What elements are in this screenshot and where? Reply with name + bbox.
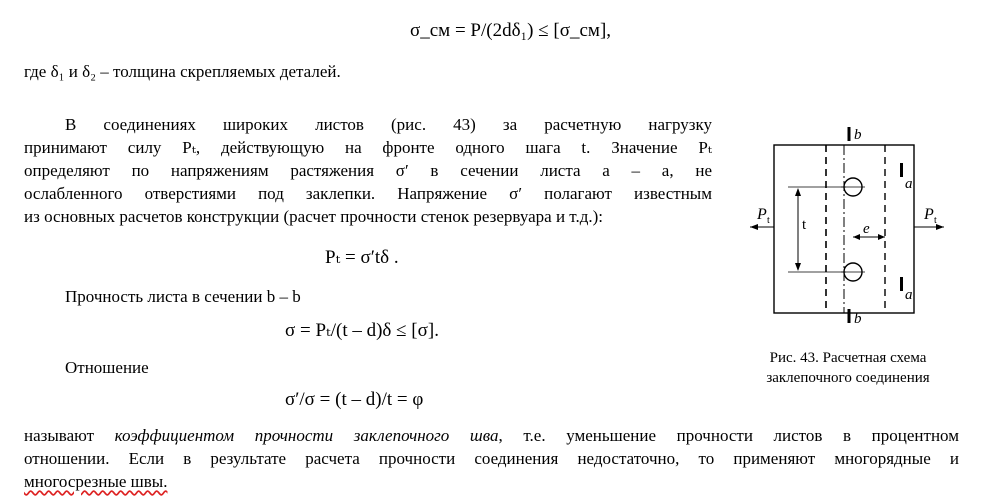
figure-caption-line-2: заклепочного соединения bbox=[766, 370, 930, 386]
section-label-a-bottom: a bbox=[905, 287, 913, 303]
figure-caption-line-1: Рис. 43. Расчетная схема bbox=[769, 350, 927, 366]
force-label-left-subscript: t bbox=[767, 215, 770, 226]
conclusion-line-1 bbox=[24, 424, 959, 447]
definition-text: где δ₁ и δ₂ – толщина скрепляемых деталей. bbox=[24, 62, 341, 81]
section-mark-b-top bbox=[848, 127, 851, 141]
strength-line bbox=[65, 287, 301, 307]
italic-term: коэффициентом прочности заклепочного шва bbox=[114, 426, 499, 445]
paragraph-line: принимают силу Pₜ, действующую на фронте одного шага t. Значение Pₜ bbox=[24, 138, 712, 157]
formula-efficiency-text: σ′/σ = (t – d)/t = φ bbox=[285, 389, 424, 410]
section-mark-a-bottom bbox=[900, 277, 903, 291]
formula-sheet-strength-text: σ = Pₜ/(t – d)δ ≤ [σ]. bbox=[285, 320, 439, 341]
figure-caption bbox=[738, 348, 958, 388]
paragraph-line: из основных расчетов конструкции (расчет прочности стенок резервуара и т.д.): bbox=[24, 207, 603, 226]
conclusion-line-2: отношении. Если в результате расчета прочности соединения недостаточно, то применяют многорядные и bbox=[24, 449, 959, 468]
conclusion-line-3 bbox=[24, 470, 959, 493]
pitch-arrow-top bbox=[795, 188, 801, 196]
strength-text: Прочность листа в сечении b – b bbox=[65, 287, 301, 306]
force-label-right-subscript: t bbox=[934, 215, 937, 226]
formula-load bbox=[325, 247, 399, 270]
edge-distance-label: e bbox=[863, 221, 870, 237]
force-label-left: P bbox=[757, 206, 767, 223]
force-label-right: P bbox=[924, 206, 934, 223]
formula-load-text: Pₜ = σ′tδ . bbox=[325, 247, 399, 268]
rivet-joint-figure bbox=[748, 125, 948, 325]
paragraph-line: определяют по напряжениям растяжения σ′ в сечении листа a – a, не bbox=[24, 161, 712, 180]
definition-line bbox=[24, 62, 341, 82]
formula-bearing-stress bbox=[410, 20, 611, 43]
section-label-a-top: a bbox=[905, 176, 913, 192]
spellcheck-underlined-word: многосрезные швы. bbox=[24, 472, 168, 491]
section-mark-b-bottom bbox=[848, 309, 851, 323]
ratio-line bbox=[65, 358, 149, 378]
section-label-b-bottom: b bbox=[854, 311, 862, 325]
ratio-text: Отношение bbox=[65, 358, 149, 377]
paragraph-line: ослабленного отверстиями под заклепки. Напряжение σ′ полагают известным bbox=[24, 184, 712, 203]
edge-arrow-right bbox=[878, 234, 885, 240]
force-arrow-right-head bbox=[936, 224, 944, 230]
paragraph-conclusion bbox=[24, 424, 959, 493]
pitch-label: t bbox=[802, 217, 807, 233]
formula-sheet-strength bbox=[285, 320, 439, 343]
paragraph-line: В соединениях широких листов (рис. 43) за расчетную нагрузку bbox=[65, 115, 712, 134]
formula-efficiency bbox=[285, 389, 423, 412]
formula-bearing-stress-text: σ_см = P/(2dδ₁) ≤ [σ_см], bbox=[410, 20, 612, 41]
paragraph-wide-sheets bbox=[24, 113, 712, 228]
pitch-arrow-bottom bbox=[795, 263, 801, 271]
force-arrow-left-head bbox=[750, 224, 758, 230]
edge-arrow-left bbox=[853, 234, 860, 240]
conclusion-line-1-text: называют коэффициентом прочности заклепочного шва, т.е. уменьшение прочности листов в процентном bbox=[24, 426, 959, 445]
section-label-b-top: b bbox=[854, 127, 862, 143]
section-mark-a-top bbox=[900, 163, 903, 177]
